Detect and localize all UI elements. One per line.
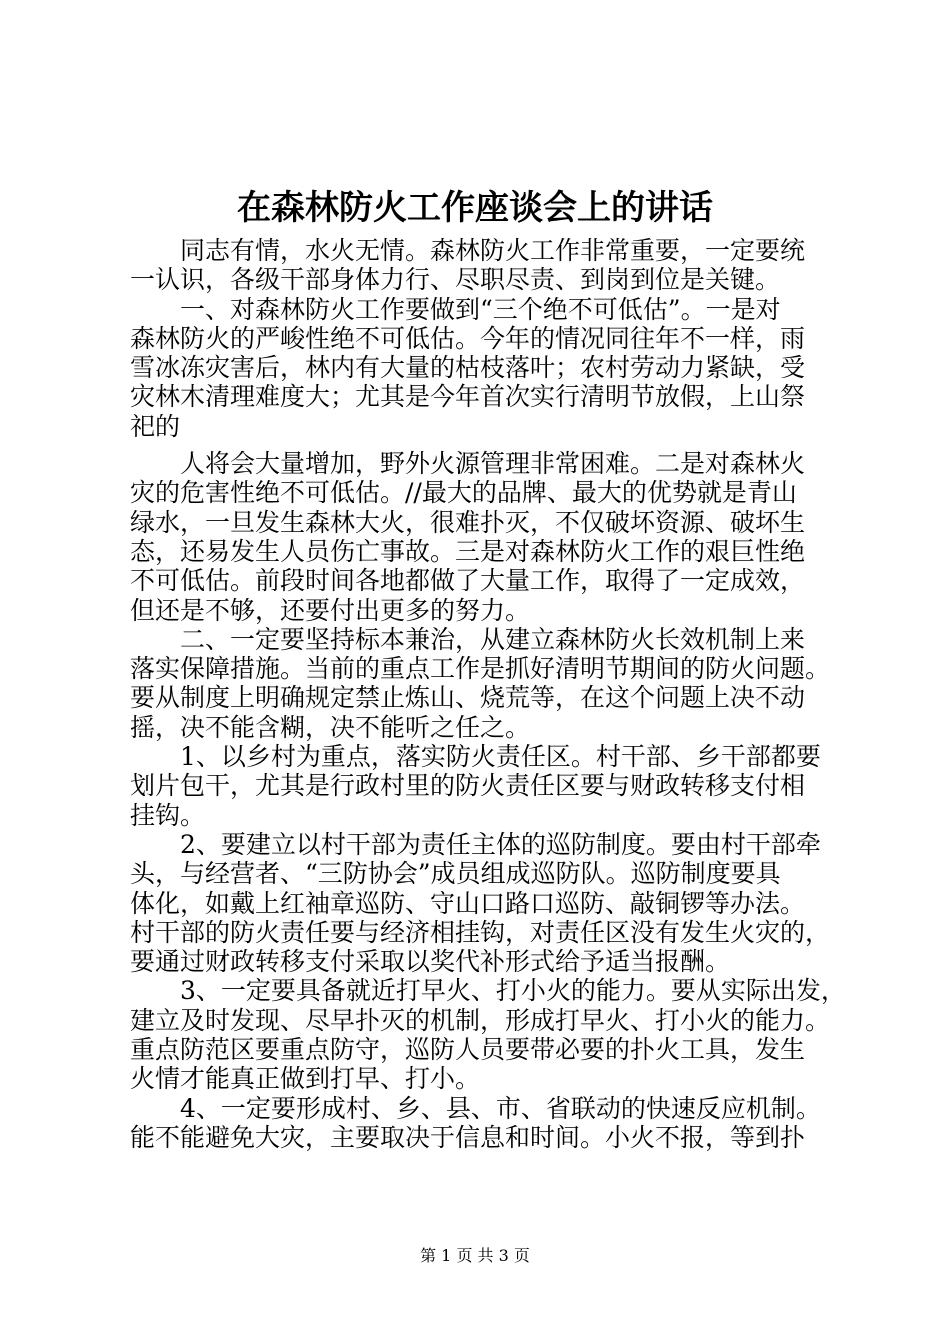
body-line: 4、一定要形成村、乡、县、市、省联动的快速反应机制。 <box>130 1093 821 1123</box>
body-line: 人将会大量增加，野外火源管理非常困难。二是对森林火 <box>130 449 806 479</box>
body-line: 二、一定要坚持标本兼治，从建立森林防火长效机制上来 <box>130 624 806 654</box>
body-line: 头，与经营者、“三防协会”成员组成巡防队。巡防制度要具 <box>130 859 781 889</box>
body-line: 落实保障措施。当前的重点工作是抓好清明节期间的防火问题。 <box>130 654 831 684</box>
body-line: 建立及时发现、尽早扑灭的机制，形成打早火、打小火的能力。 <box>130 1005 831 1035</box>
document-title: 在森林防火工作座谈会上的讲话 <box>237 188 713 228</box>
body-line: 一、对森林防火工作要做到“三个绝不可低估”。一是对 <box>130 294 781 324</box>
body-line: 3、一定要具备就近打早火、打小火的能力。要从实际出发， <box>130 976 846 1006</box>
body-line: 态，还易发生人员伤亡事故。三是对森林防火工作的艰巨性绝 <box>130 536 806 566</box>
body-line: 火情才能真正做到打早、打小。 <box>130 1064 481 1094</box>
body-line: 但还是不够，还要付出更多的努力。 <box>130 595 531 625</box>
body-line: 体化，如戴上红袖章巡防、守山口路口巡防、敲铜锣等办法。 <box>130 888 806 918</box>
body-line: 要通过财政转移支付采取以奖代补形式给予适当报酬。 <box>130 947 731 977</box>
body-line: 1、以乡村为重点，落实防火责任区。村干部、乡干部都要 <box>130 742 821 772</box>
document-body <box>130 236 846 1152</box>
body-line: 森林防火的严峻性绝不可低估。今年的情况同往年不一样，雨 <box>130 323 806 353</box>
body-line: 2、要建立以村干部为责任主体的巡防制度。要由村干部牵 <box>130 829 821 859</box>
body-line: 祀的 <box>130 411 181 441</box>
body-line: 一认识，各级干部身体力行、尽职尽责、到岗到位是关键。 <box>130 265 781 295</box>
paragraph-gap <box>130 441 835 449</box>
body-line: 灾的危害性绝不可低估。//最大的品牌、最大的优势就是青山 <box>130 478 797 508</box>
body-line: 摇，决不能含糊，决不能听之任之。 <box>130 712 531 742</box>
body-line: 挂钩。 <box>130 800 206 830</box>
body-line: 绿水，一旦发生森林大火，很难扑灭，不仅破坏资源、破坏生 <box>130 507 806 537</box>
body-line: 重点防范区要重点防守，巡防人员要带必要的扑火工具，发生 <box>130 1035 806 1065</box>
body-line: 同志有情，水火无情。森林防火工作非常重要，一定要统 <box>130 236 806 265</box>
body-line: 雪冰冻灾害后，林内有大量的枯枝落叶；农村劳动力紧缺，受 <box>130 353 806 383</box>
body-line: 灾林木清理难度大；尤其是今年首次实行清明节放假，上山祭 <box>130 382 806 412</box>
body-line: 不可低估。前段时间各地都做了大量工作，取得了一定成效， <box>130 566 806 596</box>
body-line: 村干部的防火责任要与经济相挂钩，对责任区没有发生火灾的， <box>130 917 831 947</box>
body-line: 划片包干，尤其是行政村里的防火责任区要与财政转移支付相 <box>130 771 806 801</box>
page-footer: 第 1 页 共 3 页 <box>420 1246 530 1265</box>
body-line: 能不能避免大灾，主要取决于信息和时间。小火不报，等到扑 <box>130 1122 806 1152</box>
body-line: 要从制度上明确规定禁止炼山、烧荒等，在这个问题上决不动 <box>130 683 806 713</box>
